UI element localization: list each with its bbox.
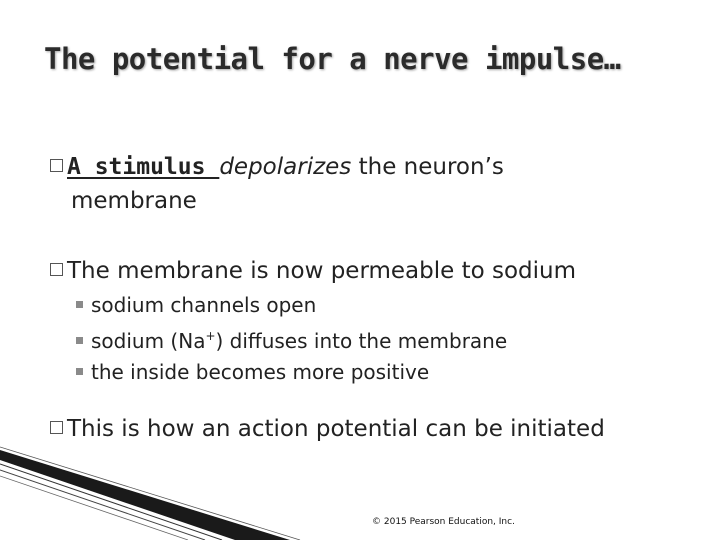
- sub-bullet-text-post: ) diffuses into the membrane: [215, 329, 508, 353]
- bullet-stimulus-continuation: membrane: [71, 188, 197, 214]
- sub-bullet-text-pre: sodium (Na: [91, 329, 206, 353]
- bullet-stimulus-rest-text: the neuron’s: [351, 154, 504, 180]
- decoration-line: [0, 464, 222, 540]
- sub-bullet-text: the inside becomes more positive: [91, 360, 430, 384]
- sub-bullet-text: sodium channels open: [91, 293, 317, 317]
- bullet-stimulus-italic-text: depolarizes: [219, 154, 352, 180]
- bullet-action-potential-text: This is how an action potential can be initiated: [67, 416, 605, 442]
- sodium-charge-superscript: +: [205, 329, 216, 343]
- bullet-stimulus-mono-text: A stimulus: [67, 154, 220, 180]
- copyright-notice: © 2015 Pearson Education, Inc.: [372, 517, 515, 527]
- bullet-permeable-text: The membrane is now permeable to sodium: [67, 258, 577, 284]
- decoration-line: [0, 447, 300, 540]
- slide-title: The potential for a nerve impulse…: [44, 42, 621, 76]
- decoration-band: [0, 450, 290, 540]
